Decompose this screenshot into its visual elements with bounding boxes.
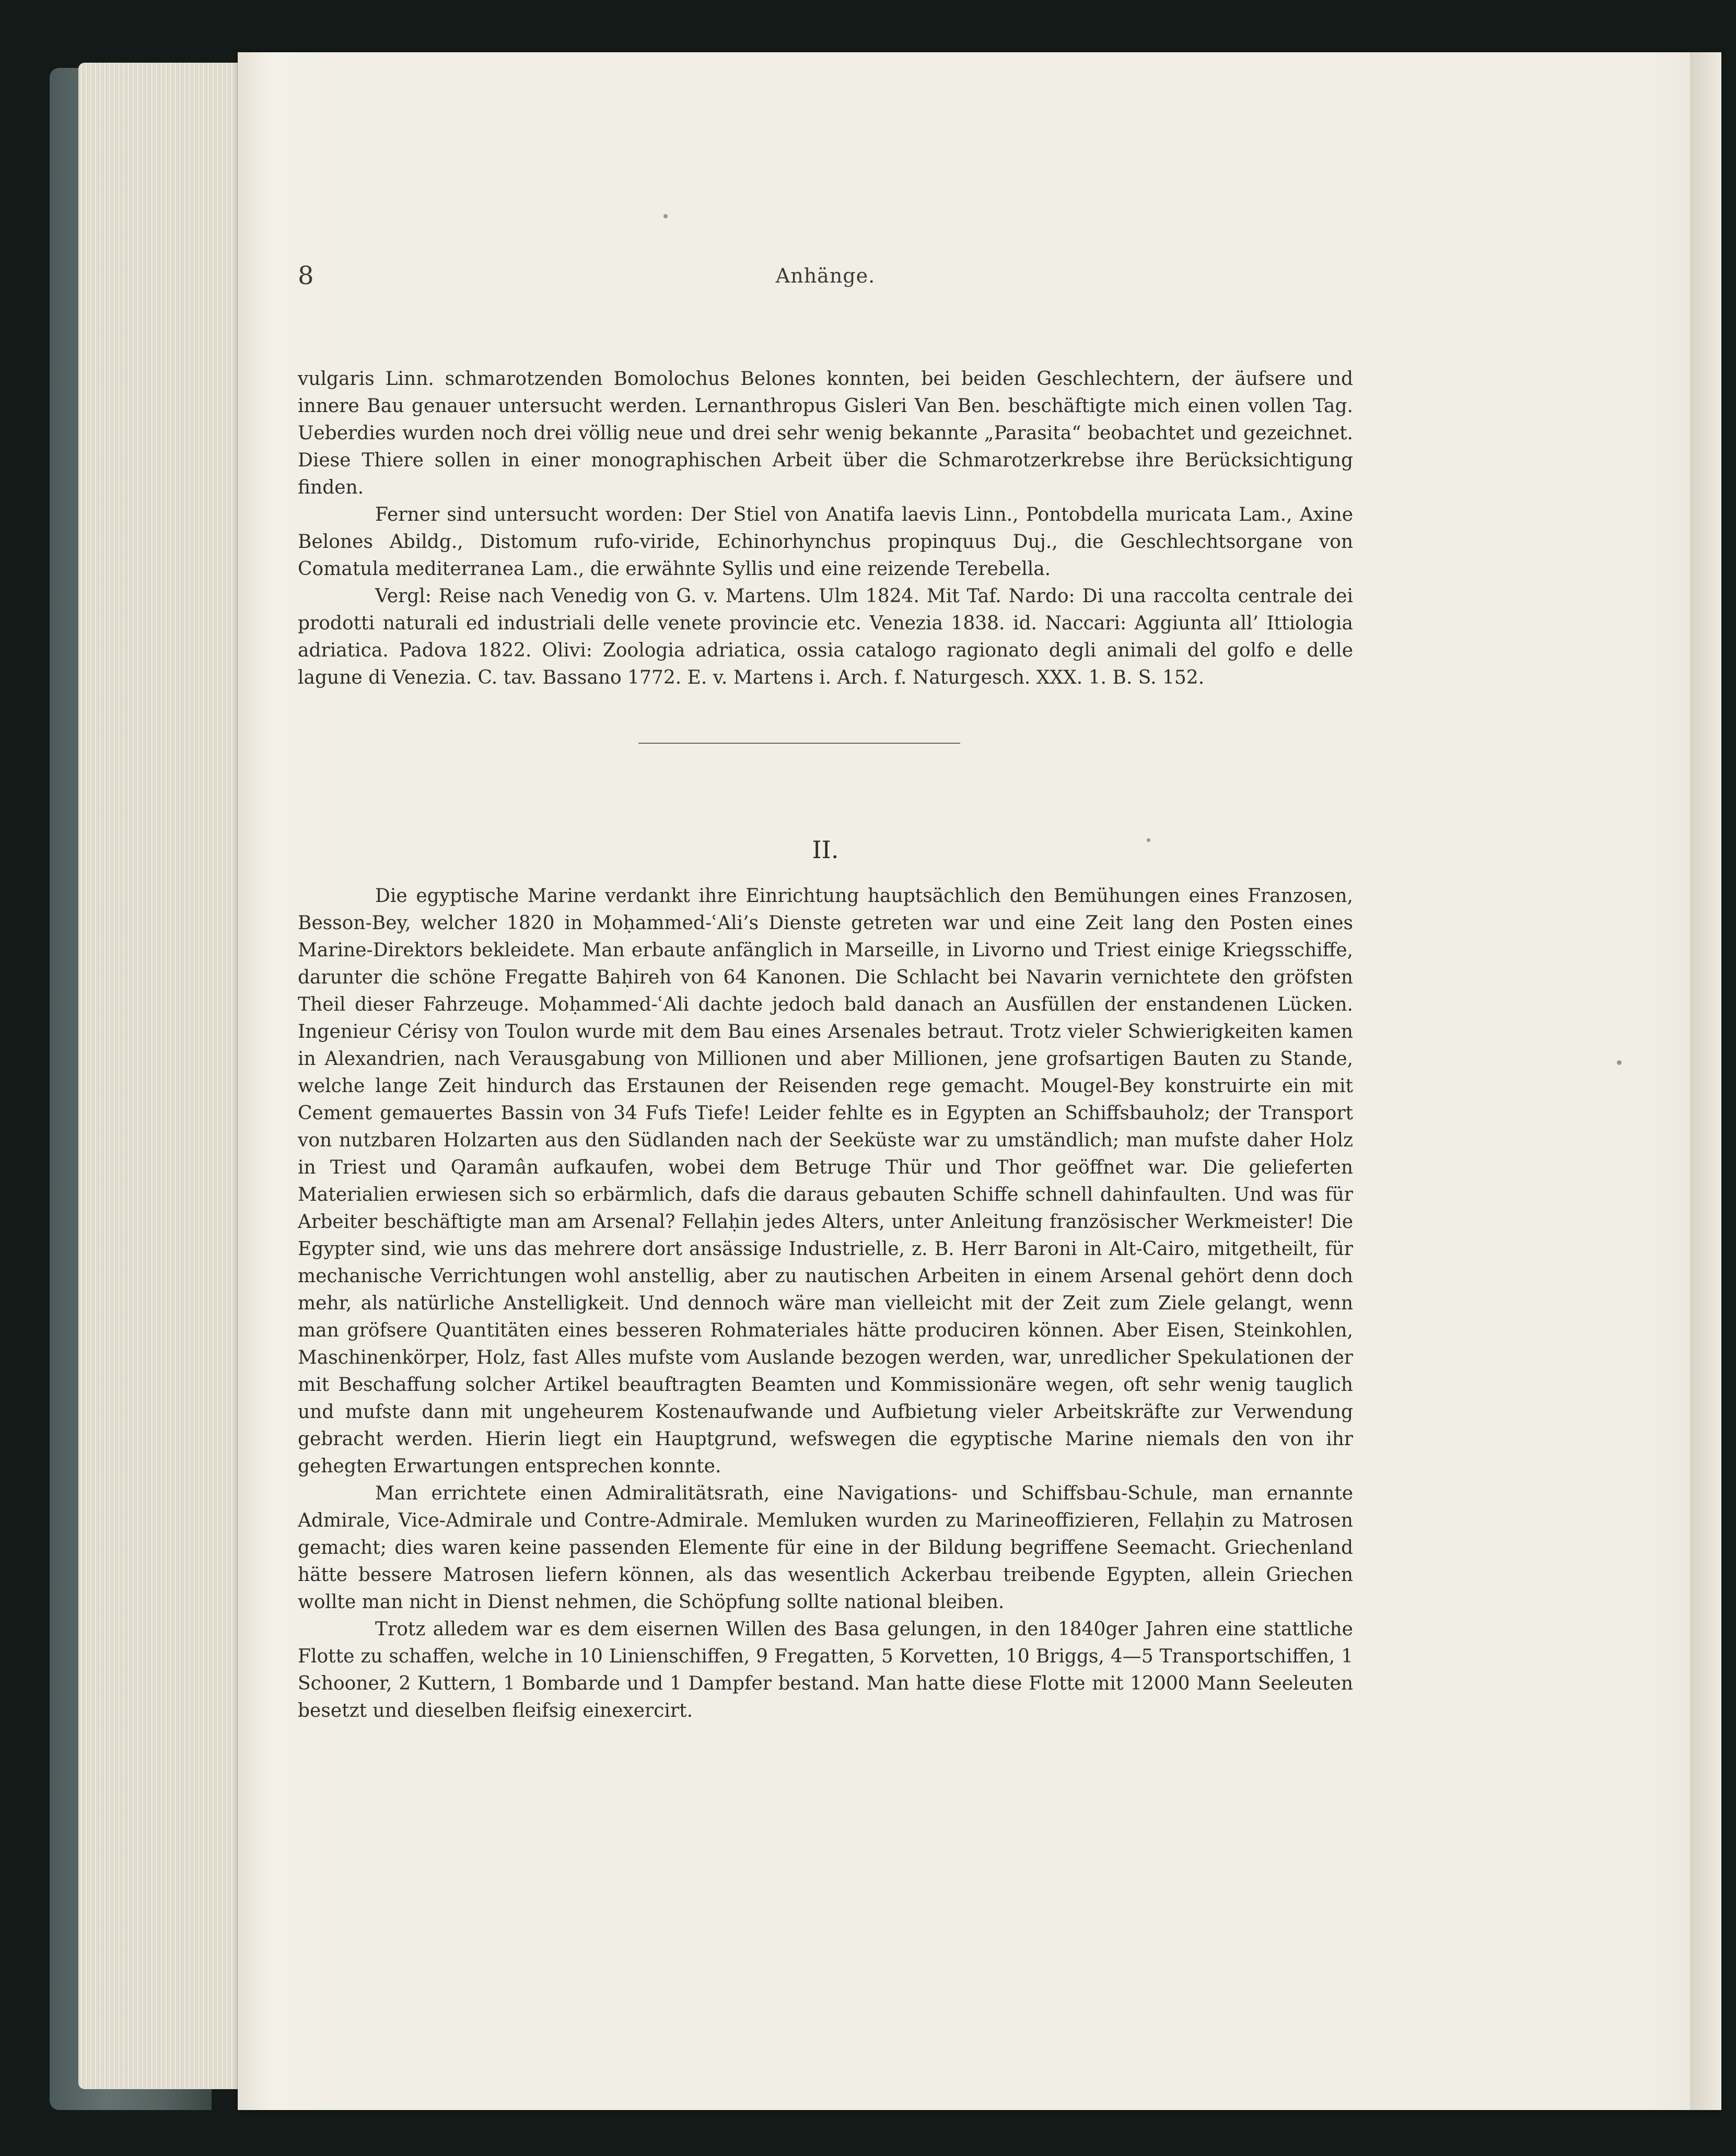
paragraph: Die egyptische Marine verdankt ihre Einrichtung hauptsächlich den Bemühungen eines Franzosen, Besson-Bey, welcher 1820 in Moḥammed-ʿAli’s Dienste getreten war und eine Zeit lang den Posten eines Marine-Direktors bekleidete. Man erbaute anfänglich in Marseille, in Livorno und Triest einige Kriegsschiffe, darunter die schöne Fregatte Baḥireh von 64 Kanonen. Die Schlacht bei Navarin vernichtete den gröfsten Theil dieser Fahrzeuge. Moḥammed-ʿAli dachte jedoch bald danach an Ausfüllen der enstandenen Lücken. Ingenieur Cérisy von Toulon wurde mit dem Bau eines Arsenales betraut. Trotz vieler Schwierigkeiten kamen in Alexandrien, nach Verausgabung von Millionen und aber Millionen, jene grofsartigen Bauten zu Stande, welche lange Zeit hindurch das Erstaunen der Reisenden rege gemacht. Mougel-Bey konstruirte ein mit Cement gemauertes Bassin von 34 Fufs Tiefe! Leider fehlte es in Egypten an Schiffsbauholz; der Transport von nutzbaren Holzarten aus den Südlanden nach der Seeküste war zu umständlich; man mufste daher Holz in Triest und Qaramân aufkaufen, wobei dem Betruge Thür und Thor geöffnet war. Die gelieferten Materialien erwiesen sich so erbärmlich, dafs die daraus gebauten Schiffe schnell dahinfaulten. Und was für Arbeiter beschäftigte man am Arsenal? Fellaḥin jedes Alters, unter Anleitung französischer Werkmeister! Die Egypter sind, wie uns das mehrere dort ansässige Industrielle, z. B. Herr Baroni in Alt-Cairo, mitgetheilt, für mechanische Verrichtungen wohl anstellig, aber zu nautischen Arbeiten in einem Arsenal gehört denn doch mehr, als natürliche Anstelligkeit. Und dennoch wäre man vielleicht mit der Zeit zum Ziele gelangt, wenn man gröfsere Quantitäten eines besseren Rohmateriales hätte produciren können. Aber Eisen, Steinkohlen, Maschinenkörper, Holz, fast Alles mufste vom Auslande bezogen werden, war, unredlicher Spekulationen der mit Beschaffung solcher Artikel beauftragten Beamten und Kommissionäre wegen, oft sehr wenig tauglich und mufste dann mit ungeheurem Kostenaufwande und Aufbietung vieler Arbeitskräfte zur Verwendung gebracht werden. Hierin liegt ein Hauptgrund, wefswegen die egyptische Marine niemals den von ihr gehegten Erwartungen entsprechen konnte. xyxy=(298,885,1353,1477)
running-head: Anhänge. xyxy=(775,264,876,287)
page-header xyxy=(298,261,1353,298)
appendix-text xyxy=(298,366,1353,692)
paragraph: Man errichtete einen Admiralitätsrath, eine Navigations- und Schiffsbau-Schule, man ernannte Admirale, Vice-Admirale und Contre-Admirale. Memluken wurden zu Marineoffizieren, Fellaḥin zu Matrosen gemacht; dies waren keine passenden Elemente für eine in der Bildung begriffene Seemacht. Griechenland hätte bessere Matrosen liefern können, als das wesentlich Ackerbau treibende Egypten, allein Griechen wollte man nicht in Dienst nehmen, die Schöpfung sollte national bleiben. xyxy=(298,1483,1353,1613)
paragraph: Ferner sind untersucht worden: Der Stiel von Anatifa laevis Linn., Pontobdella muricata Lam., Axine Belones Abildg., Distomum rufo-viride, Echinorhynchus propinquus Duj., die Geschlechtsorgane von Comatula mediterranea Lam., die erwähnte Syllis und eine reizende Terebella. xyxy=(298,504,1353,580)
section-number: II. xyxy=(812,836,839,864)
page-number: 8 xyxy=(298,261,314,290)
paragraph: Vergl: Reise nach Venedig von G. v. Martens. Ulm 1824. Mit Taf. Nardo: Di una raccolta centrale dei prodotti naturali ed industriali delle venete provincie etc. Venezia 1838. id. Naccari: Aggiunta all’ Ittiologia adriatica. Padova 1822. Olivi: Zoologia adriatica, ossia catalogo ragionato degli animali del golfo e delle lagune di Venezia. C. tav. Bassano 1772. E. v. Martens i. Arch. f. Naturgesch. XXX. 1. B. S. 152. xyxy=(298,585,1353,688)
paper-spot xyxy=(1617,1060,1622,1065)
page-stack-edge xyxy=(78,63,251,2089)
paper-spot xyxy=(663,214,668,218)
section-divider xyxy=(638,743,960,744)
page-shadow xyxy=(1690,52,1721,2110)
paragraph: vulgaris Linn. schmarotzenden Bomolochus Belones konnten, bei beiden Geschlechtern, der äufsere und innere Bau genauer untersucht werden. Lernanthropus Gisleri Van Ben. beschäftigte mich einen vollen Tag. Ueberdies wurden noch drei völlig neue und drei sehr wenig bekannte „Parasita“ beobachtet und gezeichnet. Diese Thiere sollen in einer monographischen Arbeit über die Schmarotzerkrebse ihre Berücksichtigung finden. xyxy=(298,368,1353,498)
paragraph: Trotz alledem war es dem eisernen Willen des Basa gelungen, in den 1840ger Jahren eine stattliche Flotte zu schaffen, welche in 10 Linienschiffen, 9 Fregatten, 5 Korvetten, 10 Briggs, 4—5 Transportschiffen, 1 Schooner, 2 Kuttern, 1 Bombarde und 1 Dampfer bestand. Man hatte diese Flotte mit 12000 Mann Seeleuten besetzt und dieselben fleifsig einexercirt. xyxy=(298,1619,1353,1721)
paper-spot xyxy=(1147,838,1150,842)
section-text xyxy=(298,883,1353,1725)
